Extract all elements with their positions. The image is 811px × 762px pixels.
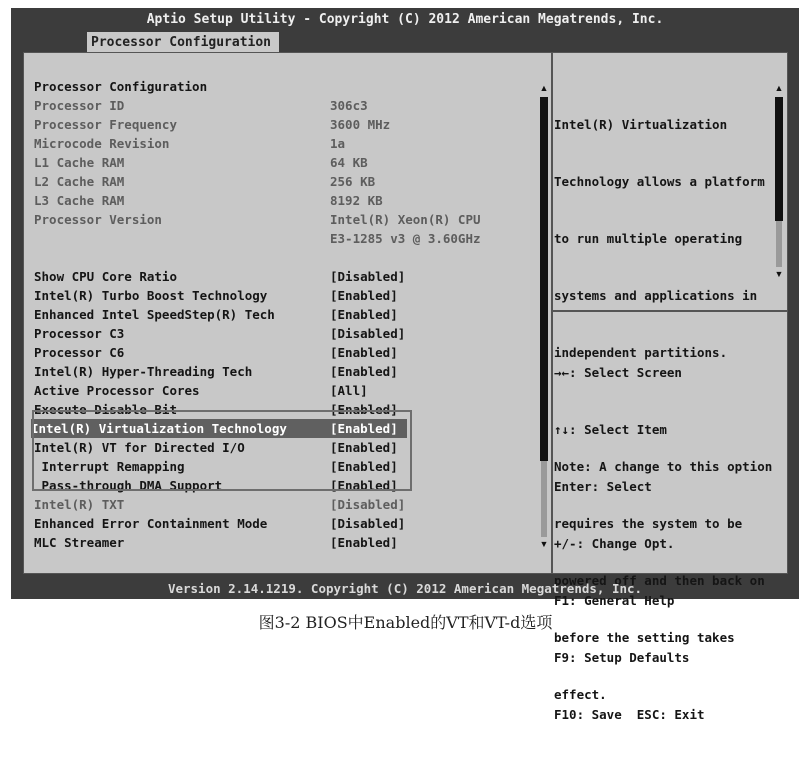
help-line: Note: A change to this option <box>554 459 773 474</box>
info-row-processor-version-cont <box>34 229 481 248</box>
option-label: Active Processor Cores <box>34 383 200 398</box>
app-title: Aptio Setup Utility - Copyright (C) 2012 American Megatrends, Inc. <box>146 12 664 27</box>
section-title <box>34 77 208 96</box>
option-label: Intel(R) VT for Directed I/O <box>34 440 245 455</box>
help-line: Technology allows a platform <box>554 174 765 189</box>
option-label: Enhanced Error Containment Mode <box>34 516 268 531</box>
info-row-microcode-revision <box>34 134 346 153</box>
option-label: Processor C3 <box>34 326 125 341</box>
info-value: 8192 KB <box>330 193 383 208</box>
option-value: [Disabled] <box>330 497 406 512</box>
panel-divider <box>551 53 553 573</box>
info-label: Processor ID <box>34 98 125 113</box>
option-processor-c6[interactable] <box>34 343 398 362</box>
option-intel-txt <box>34 495 406 514</box>
option-value[interactable]: [Enabled] <box>330 345 398 360</box>
option-label: Intel(R) Virtualization Technology <box>31 421 287 436</box>
option-label: Processor C6 <box>34 345 125 360</box>
option-active-processor-cores[interactable] <box>34 381 368 400</box>
figure-caption: 图3-2 BIOS中Enabled的VT和VT-d选项 <box>258 613 553 632</box>
option-mlc-streamer[interactable] <box>34 533 398 552</box>
key-change-option: +/-: Change Opt. <box>554 536 675 551</box>
key-legend <box>554 325 705 762</box>
help-line: Intel(R) Virtualization <box>554 117 728 132</box>
section-title-label: Processor Configuration <box>34 79 208 94</box>
option-value[interactable]: [Enabled] <box>330 478 398 493</box>
info-label: L2 Cache RAM <box>34 174 125 189</box>
scroll-down-icon[interactable]: ▼ <box>539 539 549 549</box>
option-label: Intel(R) Hyper-Threading Tech <box>34 364 253 379</box>
option-label: Execute Disable Bit <box>34 402 177 417</box>
info-value: 64 KB <box>330 155 368 170</box>
tab-processor-configuration[interactable]: Processor Configuration <box>87 32 279 54</box>
option-turbo-boost[interactable] <box>34 286 398 305</box>
help-scroll-down-icon[interactable]: ▼ <box>774 269 784 279</box>
info-label: L3 Cache RAM <box>34 193 125 208</box>
help-line: systems and applications in <box>554 288 758 303</box>
help-line: independent partitions. <box>554 345 728 360</box>
option-value[interactable]: [Enabled] <box>330 364 398 379</box>
option-value[interactable]: [Enabled] <box>330 535 398 550</box>
scroll-up-icon[interactable]: ▲ <box>539 83 549 93</box>
key-save-exit: F10: Save ESC: Exit <box>554 707 705 722</box>
help-line: effect. <box>554 687 607 702</box>
key-setup-defaults: F9: Setup Defaults <box>554 650 690 665</box>
option-value[interactable]: [Enabled] <box>330 288 398 303</box>
option-show-cpu-core-ratio[interactable] <box>34 267 406 286</box>
key-select-item: ↑↓: Select Item <box>554 422 667 437</box>
info-row-processor-id <box>34 96 368 115</box>
info-value-continued: E3-1285 v3 @ 3.60GHz <box>330 231 481 246</box>
option-label: Show CPU Core Ratio <box>34 269 177 284</box>
info-label: Microcode Revision <box>34 136 170 151</box>
option-label: Interrupt Remapping <box>34 459 185 474</box>
help-separator <box>553 310 787 312</box>
info-row-processor-frequency <box>34 115 391 134</box>
help-line: powered off and then back on <box>554 573 765 588</box>
version-footer: Version 2.14.1219. Copyright (C) 2012 American Megatrends, Inc. <box>167 581 643 596</box>
option-label: Enhanced Intel SpeedStep(R) Tech <box>34 307 275 322</box>
info-label: Processor Version <box>34 212 162 227</box>
option-hyper-threading[interactable] <box>34 362 398 381</box>
help-line: before the setting takes <box>554 630 735 645</box>
help-scrollbar-thumb[interactable] <box>775 97 783 221</box>
option-value[interactable]: [Enabled] <box>330 459 398 474</box>
option-label: MLC Streamer <box>34 535 125 550</box>
option-label: Pass-through DMA Support <box>34 478 223 493</box>
info-row-l3-cache <box>34 191 383 210</box>
info-value: Intel(R) Xeon(R) CPU <box>330 212 481 227</box>
help-line: to run multiple operating <box>554 231 743 246</box>
key-general-help: F1: General Help <box>554 593 675 608</box>
option-value[interactable]: [Disabled] <box>330 269 406 284</box>
info-value: 256 KB <box>330 174 376 189</box>
info-row-l2-cache <box>34 172 376 191</box>
info-value: 3600 MHz <box>330 117 391 132</box>
info-label: L1 Cache RAM <box>34 155 125 170</box>
key-enter-select: Enter: Select <box>554 479 652 494</box>
option-speedstep[interactable] <box>34 305 398 324</box>
info-label: Processor Frequency <box>34 117 177 132</box>
info-value: 1a <box>330 136 346 151</box>
option-value[interactable]: [Enabled] <box>330 307 398 322</box>
help-line: requires the system to be <box>554 516 743 531</box>
option-label: Intel(R) TXT <box>34 497 125 512</box>
option-processor-c3[interactable] <box>34 324 406 343</box>
option-error-containment[interactable] <box>34 514 406 533</box>
option-value[interactable]: [Enabled] <box>330 402 398 417</box>
info-row-l1-cache <box>34 153 368 172</box>
info-row-processor-version <box>34 210 481 229</box>
key-select-screen: →←: Select Screen <box>554 365 682 380</box>
info-value: 306c3 <box>330 98 368 113</box>
option-value[interactable]: [Enabled] <box>330 440 398 455</box>
main-scrollbar-thumb[interactable] <box>540 97 548 461</box>
help-scroll-up-icon[interactable]: ▲ <box>774 83 784 93</box>
vt-options-highlight-box <box>32 410 412 491</box>
option-label: Intel(R) Turbo Boost Technology <box>34 288 268 303</box>
option-value[interactable]: [Disabled] <box>330 326 406 341</box>
option-value[interactable]: [Disabled] <box>330 516 406 531</box>
option-value[interactable]: [All] <box>330 383 368 398</box>
option-value[interactable]: [Enabled] <box>330 421 398 436</box>
